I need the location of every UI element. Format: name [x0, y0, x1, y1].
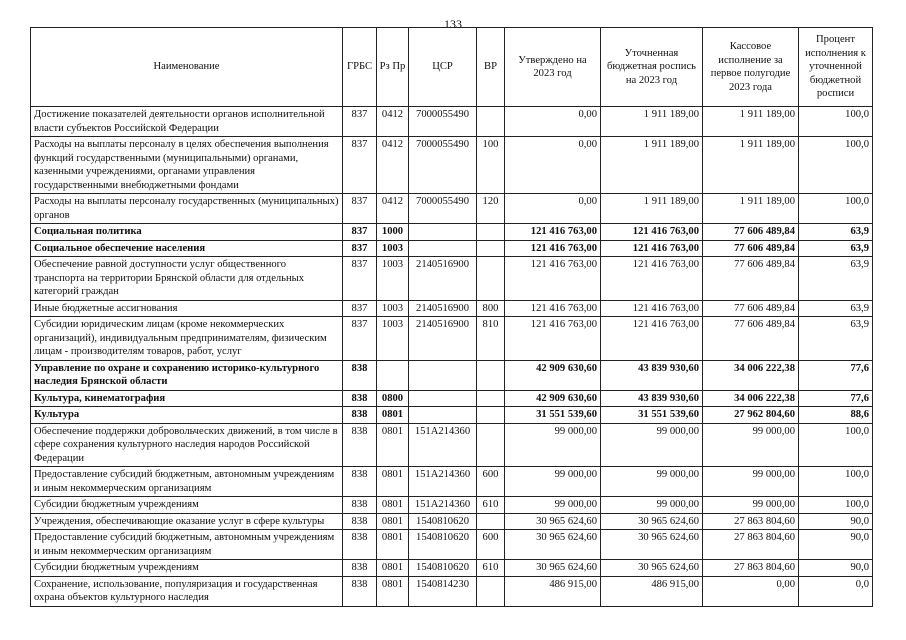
row-rzpr: [377, 360, 409, 390]
row-grbs: 838: [343, 560, 377, 577]
row-refined: 99 000,00: [601, 467, 703, 497]
row-csr: 1540810620: [409, 513, 477, 530]
row-csr: [409, 360, 477, 390]
header-approved: Утверждено на 2023 год: [505, 28, 601, 107]
row-executed: 1 911 189,00: [703, 137, 799, 194]
row-percent: 63,9: [799, 300, 873, 317]
row-rzpr: 0801: [377, 497, 409, 514]
row-grbs: 838: [343, 576, 377, 606]
row-executed: 34 006 222,38: [703, 360, 799, 390]
budget-table: [30, 27, 873, 607]
row-approved: 42 909 630,60: [505, 390, 601, 407]
row-executed: 1 911 189,00: [703, 107, 799, 137]
row-csr: 7000055490: [409, 137, 477, 194]
row-rzpr: 0801: [377, 423, 409, 467]
row-approved: 121 416 763,00: [505, 317, 601, 361]
row-vr: [477, 390, 505, 407]
row-rzpr: 0801: [377, 530, 409, 560]
row-rzpr: 1003: [377, 257, 409, 301]
row-vr: [477, 423, 505, 467]
row-grbs: 837: [343, 137, 377, 194]
row-vr: [477, 360, 505, 390]
header-executed: Кассовое исполнение за первое полугодие 2023 года: [703, 28, 799, 107]
row-vr: [477, 257, 505, 301]
row-name: Культура, кинематография: [31, 390, 343, 407]
row-csr: 2140516900: [409, 317, 477, 361]
row-rzpr: 1003: [377, 300, 409, 317]
row-csr: [409, 407, 477, 424]
table-body: [31, 107, 873, 607]
row-grbs: 838: [343, 360, 377, 390]
row-grbs: 837: [343, 257, 377, 301]
table-row: [31, 360, 873, 390]
row-executed: 99 000,00: [703, 467, 799, 497]
row-vr: 810: [477, 317, 505, 361]
header-percent: Процент исполнения к уточненной бюджетной росписи: [799, 28, 873, 107]
row-csr: 151A214360: [409, 423, 477, 467]
row-grbs: 837: [343, 224, 377, 241]
row-percent: 100,0: [799, 423, 873, 467]
header-rzpr: Рз Пр: [377, 28, 409, 107]
header-refined: Уточненная бюджетная роспись на 2023 год: [601, 28, 703, 107]
row-refined: 121 416 763,00: [601, 240, 703, 257]
row-executed: 27 863 804,60: [703, 530, 799, 560]
row-executed: 77 606 489,84: [703, 224, 799, 241]
table-row: [31, 107, 873, 137]
row-rzpr: 0800: [377, 390, 409, 407]
row-csr: [409, 240, 477, 257]
row-percent: 63,9: [799, 240, 873, 257]
row-rzpr: 1003: [377, 240, 409, 257]
row-name: Сохранение, использование, популяризация и государственная охрана объектов культурного наследия: [31, 576, 343, 606]
row-executed: 0,00: [703, 576, 799, 606]
row-executed: 77 606 489,84: [703, 317, 799, 361]
row-csr: 151A214360: [409, 497, 477, 514]
row-percent: 100,0: [799, 107, 873, 137]
row-vr: [477, 240, 505, 257]
table-header-row: [31, 28, 873, 107]
table-row: [31, 300, 873, 317]
row-refined: 121 416 763,00: [601, 224, 703, 241]
row-name: Учреждения, обеспечивающие оказание услуг в сфере культуры: [31, 513, 343, 530]
row-grbs: 837: [343, 240, 377, 257]
table-row: [31, 497, 873, 514]
row-approved: 99 000,00: [505, 423, 601, 467]
row-name: Социальная политика: [31, 224, 343, 241]
row-executed: 99 000,00: [703, 497, 799, 514]
row-approved: 121 416 763,00: [505, 300, 601, 317]
row-percent: 77,6: [799, 360, 873, 390]
row-grbs: 838: [343, 513, 377, 530]
row-refined: 43 839 930,60: [601, 360, 703, 390]
row-refined: 486 915,00: [601, 576, 703, 606]
row-executed: 77 606 489,84: [703, 300, 799, 317]
row-grbs: 837: [343, 107, 377, 137]
row-grbs: 837: [343, 317, 377, 361]
row-name: Культура: [31, 407, 343, 424]
row-executed: 99 000,00: [703, 423, 799, 467]
row-rzpr: 0412: [377, 194, 409, 224]
row-approved: 30 965 624,60: [505, 530, 601, 560]
row-percent: 90,0: [799, 513, 873, 530]
row-vr: 600: [477, 530, 505, 560]
header-name: Наименование: [31, 28, 343, 107]
row-vr: [477, 407, 505, 424]
table-row: [31, 137, 873, 194]
row-name: Иные бюджетные ассигнования: [31, 300, 343, 317]
table-row: [31, 240, 873, 257]
row-name: Управление по охране и сохранению историко-культурного наследия Брянской области: [31, 360, 343, 390]
row-approved: 0,00: [505, 194, 601, 224]
row-approved: 99 000,00: [505, 467, 601, 497]
table-row: [31, 423, 873, 467]
row-percent: 88,6: [799, 407, 873, 424]
row-approved: 121 416 763,00: [505, 224, 601, 241]
row-csr: 7000055490: [409, 194, 477, 224]
row-percent: 63,9: [799, 224, 873, 241]
table-row: [31, 194, 873, 224]
row-executed: 77 606 489,84: [703, 257, 799, 301]
table-row: [31, 513, 873, 530]
row-csr: 2140516900: [409, 300, 477, 317]
row-percent: 90,0: [799, 530, 873, 560]
row-vr: [477, 107, 505, 137]
row-percent: 100,0: [799, 467, 873, 497]
row-name: Субсидии юридическим лицам (кроме некоммерческих организаций), индивидуальным предпринимателям, физическим лицам - производителям товаров, работ, услуг: [31, 317, 343, 361]
row-vr: [477, 513, 505, 530]
table-row: [31, 467, 873, 497]
row-grbs: 838: [343, 530, 377, 560]
row-refined: 1 911 189,00: [601, 194, 703, 224]
row-executed: 27 962 804,60: [703, 407, 799, 424]
row-name: Субсидии бюджетным учреждениям: [31, 560, 343, 577]
row-csr: 7000055490: [409, 107, 477, 137]
row-csr: 151A214360: [409, 467, 477, 497]
row-vr: 120: [477, 194, 505, 224]
table-row: [31, 576, 873, 606]
row-name: Обеспечение равной доступности услуг общественного транспорта на территории Брянской области для отдельных категорий граждан: [31, 257, 343, 301]
row-approved: 31 551 539,60: [505, 407, 601, 424]
row-vr: 610: [477, 560, 505, 577]
row-refined: 1 911 189,00: [601, 107, 703, 137]
table-row: [31, 530, 873, 560]
row-refined: 30 965 624,60: [601, 530, 703, 560]
row-executed: 27 863 804,60: [703, 560, 799, 577]
row-approved: 42 909 630,60: [505, 360, 601, 390]
row-approved: 0,00: [505, 137, 601, 194]
row-vr: 600: [477, 467, 505, 497]
row-vr: 800: [477, 300, 505, 317]
row-refined: 99 000,00: [601, 423, 703, 467]
row-executed: 1 911 189,00: [703, 194, 799, 224]
row-refined: 121 416 763,00: [601, 300, 703, 317]
row-rzpr: 1000: [377, 224, 409, 241]
row-grbs: 838: [343, 467, 377, 497]
row-grbs: 837: [343, 300, 377, 317]
row-csr: 1540810620: [409, 530, 477, 560]
row-refined: 1 911 189,00: [601, 137, 703, 194]
row-percent: 100,0: [799, 137, 873, 194]
row-rzpr: 0801: [377, 407, 409, 424]
row-rzpr: 0412: [377, 137, 409, 194]
row-percent: 100,0: [799, 497, 873, 514]
row-grbs: 838: [343, 423, 377, 467]
row-refined: 43 839 930,60: [601, 390, 703, 407]
row-percent: 100,0: [799, 194, 873, 224]
table-row: [31, 224, 873, 241]
row-vr: [477, 576, 505, 606]
row-name: Предоставление субсидий бюджетным, автономным учреждениям и иным некоммерческим организациям: [31, 467, 343, 497]
table-row: [31, 257, 873, 301]
row-executed: 77 606 489,84: [703, 240, 799, 257]
row-percent: 63,9: [799, 257, 873, 301]
row-executed: 27 863 804,60: [703, 513, 799, 530]
table-row: [31, 317, 873, 361]
row-rzpr: 0801: [377, 576, 409, 606]
row-rzpr: 1003: [377, 317, 409, 361]
row-csr: 1540810620: [409, 560, 477, 577]
row-vr: [477, 224, 505, 241]
row-grbs: 837: [343, 194, 377, 224]
row-csr: [409, 224, 477, 241]
table-row: [31, 407, 873, 424]
row-refined: 99 000,00: [601, 497, 703, 514]
row-name: Предоставление субсидий бюджетным, автономным учреждениям и иным некоммерческим организациям: [31, 530, 343, 560]
row-approved: 0,00: [505, 107, 601, 137]
row-csr: 1540814230: [409, 576, 477, 606]
row-name: Социальное обеспечение населения: [31, 240, 343, 257]
page-number: 133: [444, 17, 462, 31]
row-name: Расходы на выплаты персоналу государственных (муниципальных) органов: [31, 194, 343, 224]
header-grbs: ГРБС: [343, 28, 377, 107]
header-vr: ВР: [477, 28, 505, 107]
row-rzpr: 0801: [377, 513, 409, 530]
row-csr: 2140516900: [409, 257, 477, 301]
row-percent: 0,0: [799, 576, 873, 606]
row-executed: 34 006 222,38: [703, 390, 799, 407]
row-refined: 30 965 624,60: [601, 513, 703, 530]
row-percent: 77,6: [799, 390, 873, 407]
row-approved: 486 915,00: [505, 576, 601, 606]
table-row: [31, 560, 873, 577]
row-name: Достижение показателей деятельности органов исполнительной власти субъектов Российской Федерации: [31, 107, 343, 137]
row-rzpr: 0801: [377, 560, 409, 577]
row-rzpr: 0412: [377, 107, 409, 137]
row-percent: 90,0: [799, 560, 873, 577]
row-approved: 30 965 624,60: [505, 513, 601, 530]
row-rzpr: 0801: [377, 467, 409, 497]
row-approved: 30 965 624,60: [505, 560, 601, 577]
row-csr: [409, 390, 477, 407]
row-vr: 100: [477, 137, 505, 194]
header-csr: ЦСР: [409, 28, 477, 107]
table-row: [31, 390, 873, 407]
row-approved: 121 416 763,00: [505, 257, 601, 301]
row-approved: 99 000,00: [505, 497, 601, 514]
row-name: Расходы на выплаты персоналу в целях обеспечения выполнения функций государственными (муниципальными) органами, казенными учреждениями, органами управления государственными внебюджетными фондами: [31, 137, 343, 194]
row-approved: 121 416 763,00: [505, 240, 601, 257]
row-name: Обеспечение поддержки добровольческих движений, в том числе в сфере сохранения культурного наследия народов Российской Федерации: [31, 423, 343, 467]
row-name: Субсидии бюджетным учреждениям: [31, 497, 343, 514]
row-grbs: 838: [343, 497, 377, 514]
row-grbs: 838: [343, 390, 377, 407]
row-vr: 610: [477, 497, 505, 514]
row-grbs: 838: [343, 407, 377, 424]
row-refined: 121 416 763,00: [601, 257, 703, 301]
row-percent: 63,9: [799, 317, 873, 361]
row-refined: 30 965 624,60: [601, 560, 703, 577]
row-refined: 121 416 763,00: [601, 317, 703, 361]
row-refined: 31 551 539,60: [601, 407, 703, 424]
